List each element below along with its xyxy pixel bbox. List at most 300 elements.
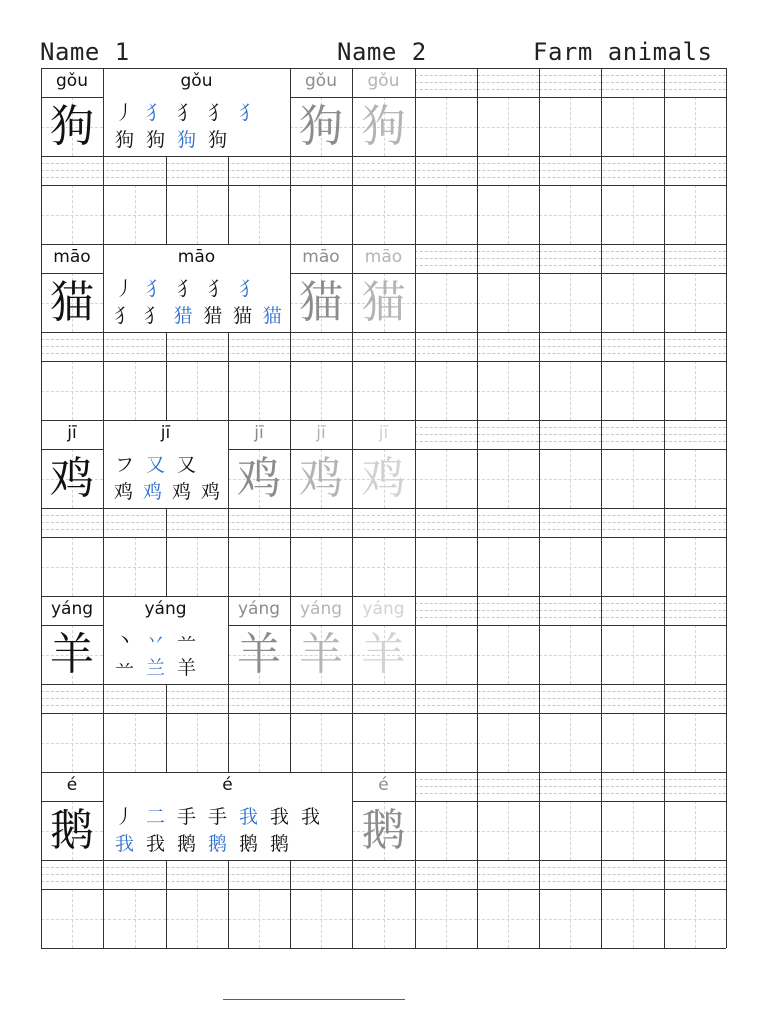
trace-character: 羊	[299, 629, 343, 680]
guide-horizontal	[664, 127, 726, 128]
stroke-order-line	[109, 275, 287, 302]
character-cell	[477, 801, 539, 860]
practice-cell[interactable]	[166, 713, 228, 772]
pinyin-cell	[601, 68, 664, 97]
stroke-order-line	[109, 830, 349, 857]
practice-cell[interactable]	[664, 361, 726, 420]
pinyin-text: māo	[103, 246, 290, 268]
guide-horizontal	[539, 127, 601, 128]
footer-link-underline[interactable]	[223, 999, 405, 1000]
pinyin-guide-line	[601, 434, 664, 435]
practice-cell[interactable]	[477, 361, 539, 420]
pinyin-guide-line	[41, 515, 726, 516]
practice-cell[interactable]	[601, 361, 664, 420]
pinyin-cell	[352, 68, 415, 97]
grid-line	[228, 420, 229, 596]
grid-line	[103, 596, 104, 772]
guide-horizontal	[664, 303, 726, 304]
guide-horizontal	[664, 831, 726, 832]
grid-line	[166, 860, 167, 948]
pinyin-guide-line	[664, 251, 726, 252]
stroke-step: 狗	[114, 128, 134, 151]
character-cell	[664, 273, 726, 332]
pinyin-guide-line	[41, 339, 726, 340]
stroke-step: 兰	[145, 656, 165, 679]
stroke-step: 鹅	[238, 832, 258, 855]
pinyin-guide-line	[664, 434, 726, 435]
guide-horizontal	[415, 919, 477, 920]
guide-horizontal	[601, 391, 664, 392]
practice-cell[interactable]	[228, 713, 290, 772]
guide-horizontal	[664, 655, 726, 656]
pinyin-guide-line	[477, 82, 539, 83]
trace-character: 鸡	[237, 453, 281, 504]
guide-horizontal	[41, 391, 103, 392]
pinyin-guide-line	[477, 779, 539, 780]
grid-line	[41, 713, 726, 714]
pinyin-guide-line	[415, 89, 477, 90]
stroke-step: 我	[269, 805, 289, 828]
practice-cell[interactable]	[103, 537, 166, 596]
grid-line	[290, 68, 291, 244]
stroke-step: 丷	[145, 629, 165, 652]
pinyin-guide-line	[477, 251, 539, 252]
pinyin-guide-line	[601, 427, 664, 428]
pinyin-guide-line	[601, 75, 664, 76]
character-cell	[477, 449, 539, 508]
guide-horizontal	[415, 479, 477, 480]
practice-cell[interactable]	[664, 185, 726, 244]
character-cell	[41, 801, 103, 860]
pinyin-cell	[41, 68, 103, 97]
grid-line	[41, 68, 726, 69]
grid-line	[352, 244, 353, 420]
guide-horizontal	[477, 303, 539, 304]
practice-cell[interactable]	[352, 361, 415, 420]
character-cell	[41, 449, 103, 508]
pinyin-cell	[415, 772, 477, 801]
pinyin-text: é	[41, 774, 103, 796]
grid-line	[415, 244, 416, 420]
character-cell	[664, 97, 726, 156]
stroke-step: 犭	[145, 277, 165, 300]
writing-grid	[41, 68, 726, 948]
pinyin-text: é	[352, 774, 415, 796]
practice-cell[interactable]	[601, 889, 664, 948]
pinyin-guide-line	[477, 434, 539, 435]
guide-horizontal	[103, 743, 166, 744]
character-cell	[539, 273, 601, 332]
guide-horizontal	[664, 391, 726, 392]
practice-cell[interactable]	[477, 889, 539, 948]
practice-cell[interactable]	[415, 185, 477, 244]
character-cell	[415, 449, 477, 508]
pinyin-cell	[103, 244, 290, 273]
character-cell	[415, 801, 477, 860]
guide-horizontal	[41, 567, 103, 568]
stroke-step: 鸡	[113, 480, 133, 503]
guide-horizontal	[415, 215, 477, 216]
grid-line	[601, 244, 602, 420]
pinyin-cell	[415, 68, 477, 97]
grid-line	[726, 596, 727, 772]
pinyin-cell	[415, 596, 477, 625]
practice-cell[interactable]	[41, 889, 103, 948]
pinyin-text: gǒu	[103, 70, 290, 92]
pinyin-text: jī	[352, 422, 415, 444]
character-cell	[539, 801, 601, 860]
pinyin-cell	[228, 596, 290, 625]
pinyin-cell	[539, 244, 601, 273]
practice-cell[interactable]	[415, 713, 477, 772]
practice-cell[interactable]	[41, 185, 103, 244]
guide-horizontal	[415, 127, 477, 128]
grid-line	[41, 537, 726, 538]
pinyin-cell	[352, 772, 415, 801]
grid-line	[477, 68, 478, 244]
guide-horizontal	[539, 303, 601, 304]
stroke-step: 羊	[176, 656, 196, 679]
practice-cell[interactable]	[539, 713, 601, 772]
trace-character: 狗	[299, 101, 343, 152]
stroke-step: 鹅	[176, 832, 196, 855]
practice-cell[interactable]	[103, 889, 166, 948]
pinyin-text: yáng	[41, 598, 103, 620]
grid-line	[166, 508, 167, 596]
practice-cell[interactable]	[290, 537, 352, 596]
stroke-step: 猎	[203, 304, 223, 327]
pinyin-text: māo	[352, 246, 415, 268]
stroke-step: 犭	[114, 304, 134, 327]
pinyin-cell	[664, 772, 726, 801]
practice-cell[interactable]	[228, 889, 290, 948]
guide-horizontal	[352, 391, 415, 392]
grid-line	[290, 244, 291, 420]
grid-line	[477, 244, 478, 420]
guide-horizontal	[41, 215, 103, 216]
grid-line	[477, 596, 478, 772]
pinyin-cell	[477, 420, 539, 449]
practice-cell[interactable]	[664, 537, 726, 596]
trace-character: 鹅	[361, 805, 406, 856]
character-cell	[601, 97, 664, 156]
stroke-order-line	[109, 126, 287, 153]
practice-cell[interactable]	[664, 713, 726, 772]
pinyin-row	[41, 244, 726, 273]
guide-horizontal	[290, 743, 352, 744]
guide-horizontal	[539, 215, 601, 216]
character-row	[41, 625, 726, 684]
pinyin-text: māo	[41, 246, 103, 268]
grid-line	[477, 772, 478, 948]
stroke-order-line	[109, 654, 225, 681]
guide-horizontal	[601, 479, 664, 480]
practice-cell[interactable]	[477, 713, 539, 772]
character-cell	[352, 97, 415, 156]
guide-horizontal	[477, 479, 539, 480]
grid-line	[41, 772, 42, 948]
grid-line	[166, 332, 167, 420]
pinyin-cell	[601, 772, 664, 801]
pinyin-guide-line	[601, 779, 664, 780]
pinyin-guide-line	[539, 617, 601, 618]
stroke-step: 鸡	[142, 480, 162, 503]
guide-horizontal	[539, 919, 601, 920]
grid-line	[726, 420, 727, 596]
pinyin-guide-line	[539, 610, 601, 611]
pinyin-guide-line	[41, 691, 726, 692]
guide-horizontal	[415, 567, 477, 568]
pinyin-guide-line	[415, 434, 477, 435]
stroke-order-line	[109, 803, 349, 830]
pinyin-text: jī	[290, 422, 352, 444]
practice-cell[interactable]	[352, 889, 415, 948]
stroke-step: 狗	[207, 128, 227, 151]
pinyin-guide-line	[664, 75, 726, 76]
pinyin-guide-line	[41, 170, 726, 171]
guide-horizontal	[664, 919, 726, 920]
pinyin-guide-line	[415, 75, 477, 76]
grid-line	[352, 68, 353, 244]
practice-cell[interactable]	[290, 185, 352, 244]
pinyin-guide-line	[41, 529, 726, 530]
practice-cell[interactable]	[352, 185, 415, 244]
pinyin-guide-line	[664, 82, 726, 83]
pinyin-text: yáng	[228, 598, 290, 620]
practice-cell[interactable]	[228, 185, 290, 244]
guide-horizontal	[290, 215, 352, 216]
pinyin-cell	[103, 420, 228, 449]
practice-cell[interactable]	[539, 889, 601, 948]
grid-line	[664, 772, 665, 948]
practice-cell[interactable]	[41, 537, 103, 596]
pinyin-guide-line	[41, 163, 726, 164]
practice-cell[interactable]	[664, 889, 726, 948]
guide-horizontal	[601, 215, 664, 216]
practice-cell[interactable]	[477, 185, 539, 244]
pinyin-cell	[601, 596, 664, 625]
practice-pinyin-row	[41, 508, 726, 537]
stroke-step: 犭	[207, 277, 227, 300]
grid-line	[41, 596, 726, 597]
practice-cell[interactable]	[228, 361, 290, 420]
practice-cell[interactable]	[166, 537, 228, 596]
guide-horizontal	[539, 743, 601, 744]
practice-cell[interactable]	[415, 889, 477, 948]
pinyin-guide-line	[601, 610, 664, 611]
character-row	[41, 801, 726, 860]
practice-pinyin-row	[41, 156, 726, 185]
pinyin-guide-line	[415, 82, 477, 83]
character-cell	[290, 97, 352, 156]
pinyin-guide-line	[664, 779, 726, 780]
practice-cell[interactable]	[601, 713, 664, 772]
grid-line	[41, 361, 726, 362]
guide-horizontal	[601, 303, 664, 304]
pinyin-cell	[601, 244, 664, 273]
practice-cell[interactable]	[415, 537, 477, 596]
name-1-label: Name 1	[40, 38, 130, 66]
character-cell	[664, 625, 726, 684]
pinyin-guide-line	[601, 82, 664, 83]
practice-cell[interactable]	[166, 361, 228, 420]
trace-character: 羊	[237, 629, 281, 680]
trace-character: 猫	[361, 277, 406, 328]
grid-line	[41, 948, 726, 949]
guide-horizontal	[539, 655, 601, 656]
character-cell	[290, 625, 352, 684]
grid-line	[601, 772, 602, 948]
grid-line	[41, 420, 42, 596]
pinyin-text: gǒu	[41, 70, 103, 92]
grid-line	[290, 596, 291, 772]
practice-cell[interactable]	[352, 537, 415, 596]
stroke-step: 丶	[114, 629, 134, 652]
pinyin-row	[41, 596, 726, 625]
character-cell	[477, 273, 539, 332]
grid-line	[664, 596, 665, 772]
guide-horizontal	[477, 831, 539, 832]
guide-horizontal	[166, 215, 228, 216]
pinyin-guide-line	[539, 434, 601, 435]
character-cell	[352, 625, 415, 684]
pinyin-cell	[290, 68, 352, 97]
guide-horizontal	[103, 215, 166, 216]
character-cell	[352, 273, 415, 332]
guide-horizontal	[539, 831, 601, 832]
practice-cell[interactable]	[290, 361, 352, 420]
grid-line	[601, 420, 602, 596]
grid-line	[103, 420, 104, 596]
stroke-step: 又	[145, 453, 165, 476]
pinyin-cell	[477, 244, 539, 273]
guide-horizontal	[166, 743, 228, 744]
pinyin-text: yáng	[352, 598, 415, 620]
pinyin-guide-line	[664, 610, 726, 611]
practice-cell[interactable]	[41, 713, 103, 772]
pinyin-cell	[539, 772, 601, 801]
stroke-step: 犭	[207, 101, 227, 124]
pinyin-cell	[352, 420, 415, 449]
practice-pinyin-row	[41, 860, 726, 889]
guide-horizontal	[352, 743, 415, 744]
practice-cell[interactable]	[228, 537, 290, 596]
practice-cell[interactable]	[103, 185, 166, 244]
grid-line	[228, 596, 229, 772]
practice-cell[interactable]	[539, 537, 601, 596]
guide-horizontal	[477, 919, 539, 920]
practice-cell[interactable]	[290, 889, 352, 948]
guide-horizontal	[290, 391, 352, 392]
pinyin-cell	[103, 596, 228, 625]
practice-cell[interactable]	[352, 713, 415, 772]
pinyin-text: gǒu	[290, 70, 352, 92]
stroke-step: 丿	[114, 277, 134, 300]
pinyin-guide-line	[664, 258, 726, 259]
character-cell	[41, 625, 103, 684]
model-character: 羊	[50, 629, 94, 680]
pinyin-guide-line	[415, 251, 477, 252]
guide-horizontal	[415, 743, 477, 744]
grid-line	[103, 68, 104, 244]
grid-line	[726, 244, 727, 420]
pinyin-guide-line	[601, 251, 664, 252]
character-cell	[352, 801, 415, 860]
practice-cell[interactable]	[103, 713, 166, 772]
pinyin-cell	[415, 244, 477, 273]
pinyin-guide-line	[539, 75, 601, 76]
trace-character: 鸡	[299, 453, 343, 504]
pinyin-cell	[601, 420, 664, 449]
pinyin-text: jī	[41, 422, 103, 444]
guide-horizontal	[41, 919, 103, 920]
practice-cell[interactable]	[539, 185, 601, 244]
pinyin-cell	[477, 68, 539, 97]
stroke-order-box	[104, 97, 290, 156]
pinyin-guide-line	[601, 786, 664, 787]
grid-line	[415, 772, 416, 948]
guide-horizontal	[477, 391, 539, 392]
stroke-step: 䒑	[176, 629, 196, 652]
character-cell	[477, 97, 539, 156]
pinyin-guide-line	[41, 881, 726, 882]
pinyin-guide-line	[539, 265, 601, 266]
guide-horizontal	[352, 919, 415, 920]
character-cell	[539, 625, 601, 684]
grid-line	[41, 508, 726, 509]
pinyin-guide-line	[539, 779, 601, 780]
practice-cell[interactable]	[290, 713, 352, 772]
character-cell	[290, 273, 352, 332]
pinyin-cell	[664, 596, 726, 625]
guide-horizontal	[601, 919, 664, 920]
pinyin-cell	[352, 596, 415, 625]
practice-cell[interactable]	[539, 361, 601, 420]
character-cell	[539, 449, 601, 508]
stroke-step: 狗	[176, 128, 196, 151]
pinyin-guide-line	[477, 258, 539, 259]
guide-horizontal	[539, 567, 601, 568]
pinyin-cell	[539, 596, 601, 625]
pinyin-guide-line	[539, 89, 601, 90]
practice-cell[interactable]	[41, 361, 103, 420]
practice-pinyin-row	[41, 684, 726, 713]
guide-horizontal	[601, 831, 664, 832]
practice-cell[interactable]	[601, 185, 664, 244]
guide-horizontal	[352, 567, 415, 568]
pinyin-guide-line	[601, 603, 664, 604]
practice-cell[interactable]	[166, 889, 228, 948]
practice-cell[interactable]	[477, 537, 539, 596]
practice-cell[interactable]	[103, 361, 166, 420]
grid-line	[539, 596, 540, 772]
practice-cell[interactable]	[601, 537, 664, 596]
pinyin-guide-line	[415, 427, 477, 428]
stroke-step: 我	[300, 805, 320, 828]
stroke-step: 猎	[173, 304, 193, 327]
pinyin-cell	[290, 244, 352, 273]
pinyin-row	[41, 420, 726, 449]
model-character: 鸡	[50, 453, 94, 504]
practice-cell[interactable]	[415, 361, 477, 420]
pinyin-guide-line	[415, 793, 477, 794]
pinyin-cell	[415, 420, 477, 449]
pinyin-guide-line	[477, 265, 539, 266]
practice-cell[interactable]	[166, 185, 228, 244]
guide-horizontal	[415, 303, 477, 304]
grid-line	[664, 420, 665, 596]
character-cell	[601, 273, 664, 332]
